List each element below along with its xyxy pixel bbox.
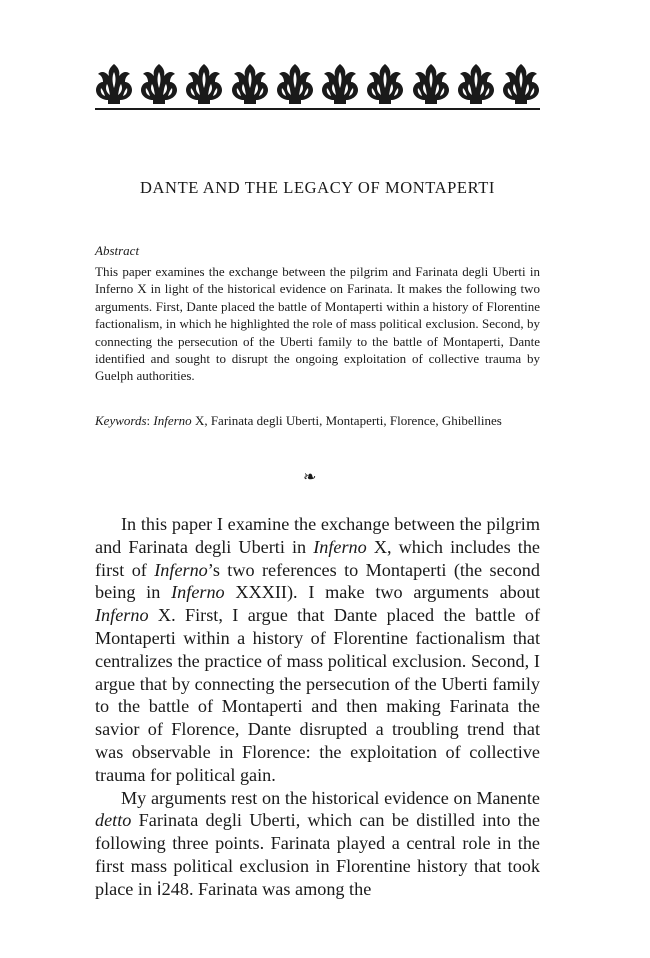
italic-title: Inferno [95,605,149,626]
keywords-list: X, Farinata degli Uberti, Montaperti, Florence, Ghibellines [191,413,502,428]
lotus-ornament-icon [502,62,540,106]
italic-term: detto [95,810,132,831]
paragraph-1 [95,513,540,787]
lotus-ornament-icon [412,62,450,106]
paragraph-2 [95,787,540,901]
abstract-text: This paper examines the exchange between the pilgrim and Farinata degli Uberti in Inferno X in light of the historical evidence on Farinata. It makes the following two arguments. First, Dante placed the battle of Montaperti within a history of Florentine factionalism, in which he highlighted the role of mass political exclusion. Second, by connecting the persecution of the Uberti family to the battle of Montaperti, Dante identified and sought to disrupt the ongoing exploitation of collective trauma by Guelph authorities. [95,264,540,384]
article-title: DANTE AND THE LEGACY OF MONTAPERTI [140,178,495,197]
text-run: ’s two references to Montaperti (the second being in [95,559,540,603]
body-text [95,513,540,901]
text-run: My arguments rest on the historical evidence on Manente [121,787,540,808]
keywords-inferno: Inferno [153,413,192,428]
text-run: XXXII). I make two arguments about [224,582,540,603]
text-run: In this paper I examine the exchange between the pilgrim and Farinata degli Uberti in [95,514,540,557]
lotus-ornament-icon [276,62,314,106]
text-run: Farinata degli Uberti, which can be distilled into the following three points. Farinata played a central role in the first mass political exclusion in Florentine history that took place in ⅰ248. Farinata was among the [95,810,540,899]
lotus-ornament-icon [231,62,269,106]
italic-title: Inferno [171,582,225,603]
text-run: X, which includes the first of [95,536,540,580]
keywords-label: Keywords [95,413,147,428]
italic-title: Inferno [313,536,367,557]
italic-title: Inferno [154,559,208,580]
lotus-ornament-icon [366,62,404,106]
lotus-ornament-icon [185,62,223,106]
lotus-ornament-icon [321,62,359,106]
keywords-line [95,412,540,429]
lotus-ornament-icon [95,62,133,106]
header-ornament-row [95,62,540,106]
fleuron-icon: ❧ [303,469,317,486]
abstract-label: Abstract [95,243,140,258]
lotus-ornament-icon [457,62,495,106]
text-run: X. First, I argue that Dante placed the battle of Montaperti within a history of Florentine factionalism that centralizes the practice of mass political exclusion. Second, I argue that by connecting the persecution of the Uberti family to the battle of Montaperti and then making Farinata the savior of Florence, Dante disrupted a troubling trend that was observable in Florence: the exploitation of collective trauma for political gain. [95,605,540,785]
keywords-colon: : [146,413,154,428]
header-rule [95,108,540,110]
lotus-ornament-icon [140,62,178,106]
